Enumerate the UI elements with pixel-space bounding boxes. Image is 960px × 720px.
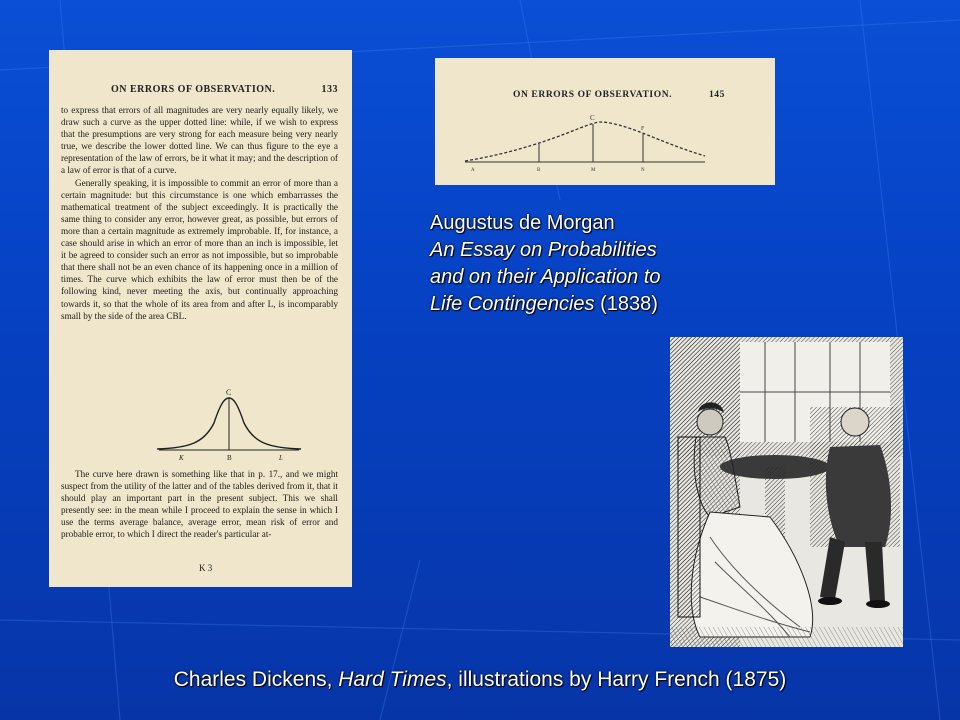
left-page-paragraph-2: Generally speaking, it is impossible to commit an error of more than a certain magnitude: but this circumstance is one which embarrasses the mathematical treatment of the subject exceedingly. It is practically the same thing to consider any error, however great, as possible, but errors of more than a certain magnitude as extremely improbable. If, for instance, a case should arise in which an error of more than an inch is impossible, let it be agreed to consider such an error as not impossible, but so improbable that there shall not be an even chance of its happening once in a million of times. The curve which exhibits the law of error must then be of the following kind, never meeting the axis, but continually approaching towards it, so that the whole of its area from and after L, is incomparably small by the side of the area CBL. [61,177,338,321]
left-page-signature: K 3 [199,563,213,573]
right-page-number: 145 [708,90,725,100]
right-page-header [513,90,725,100]
right-fig-label-n: N [641,168,645,173]
bell-curve-figure [149,388,309,463]
caption-title-line-1: An Essay on Probabilities [430,239,657,261]
left-fig-label-middle: B [227,454,232,462]
caption-title-line-2: and on their Application to [430,266,661,288]
left-page-body [61,104,338,322]
left-page-after-figure [61,468,338,541]
caption-year: (1838) [600,293,658,315]
caption-title-line-3: Life Contingencies [430,293,595,315]
caption-author: Augustus de Morgan [430,212,615,234]
left-fig-label-top: C [226,388,232,397]
hard-times-illustration [670,337,903,647]
right-fig-label-a: A [471,168,475,173]
book-caption [430,210,661,318]
left-page-header-title: ON ERRORS OF OBSERVATION. [111,84,276,95]
footer-work-title: Hard Times [338,668,447,691]
skewed-curve-figure [435,108,775,185]
left-book-page [49,50,352,587]
right-fig-label-m: M [591,168,596,173]
right-fig-label-right: F [641,126,645,132]
left-fig-label-left: K [179,454,184,462]
left-page-header [111,84,338,95]
right-book-page [435,58,775,185]
right-page-header-title: ON ERRORS OF OBSERVATION. [513,90,673,100]
left-page-paragraph-3: The curve here drawn is something like that in p. 17., and we might suspect from the utility of the latter and of the tables derived from it, that it should play an important part in the present subject. This we shall presently see: in the mean while I proceed to explain the sense in which I use the terms average balance, average error, mean risk of error and probable error, to which I direct the reader's particular at- [61,469,338,540]
left-page-paragraph-1: to express that errors of all magnitudes are very nearly equally likely, we draw such a curve as the upper dotted line: while, if we wish to express that the presumptions are very strong for each measure being very nearly true, we describe the lower dotted line. We can thus figure to the eye a representation of the law of errors, be it what it may; and the description of a law of error is that of a curve. [61,105,338,176]
footer-caption [0,668,960,692]
footer-suffix: , illustrations by Harry French (1875) [446,668,787,691]
left-page-number: 133 [321,84,338,95]
right-fig-label-peak: C [590,114,595,122]
right-fig-label-b: B [537,168,541,173]
footer-prefix: Charles Dickens, [173,668,339,691]
left-fig-label-right: L [279,454,283,462]
